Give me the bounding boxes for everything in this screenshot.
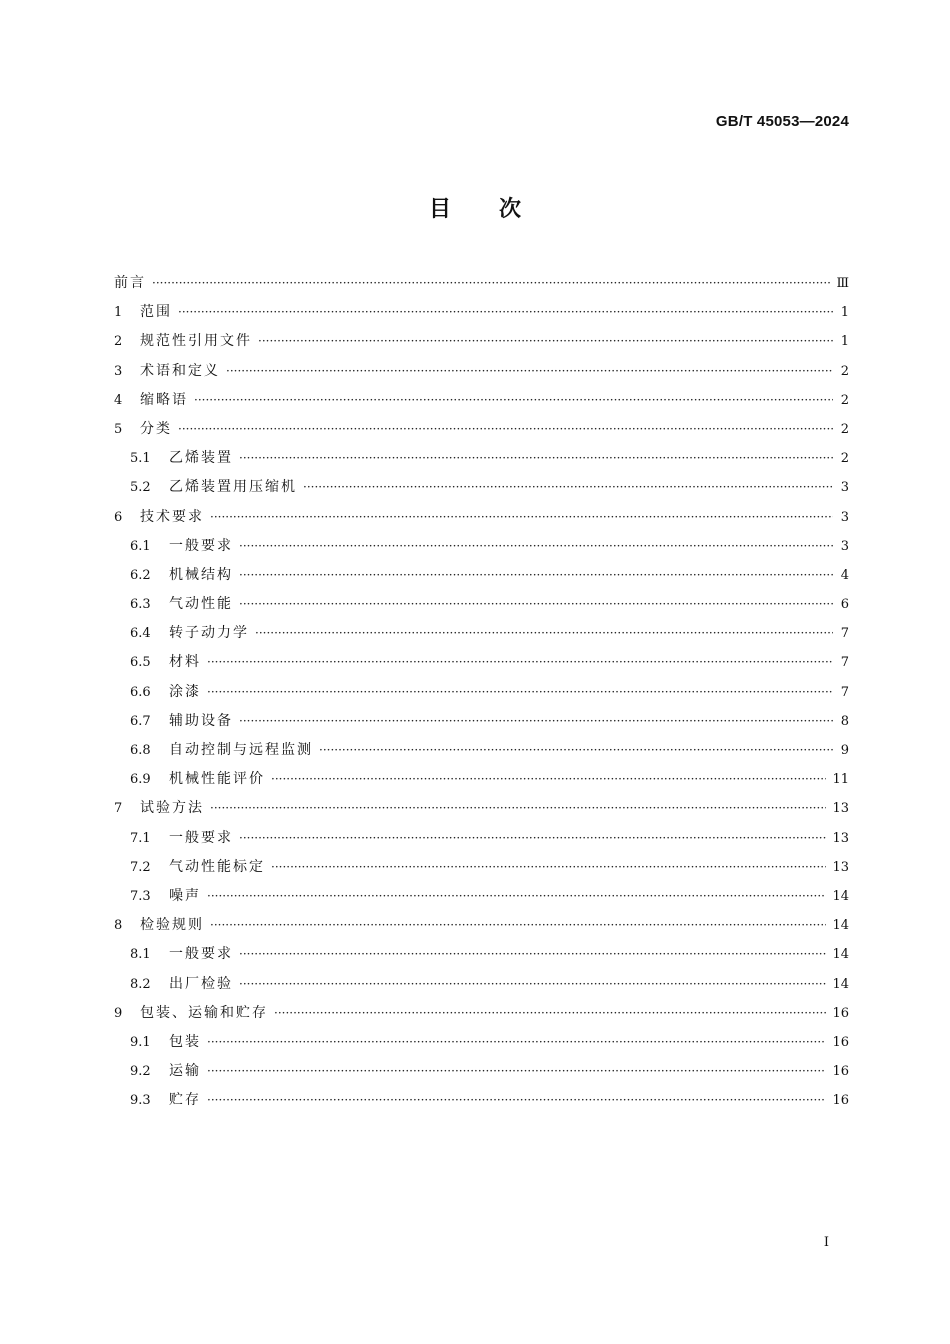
toc-entry-number: 7.3 <box>130 888 151 904</box>
toc-entry-number: 6.8 <box>130 743 151 758</box>
toc-entry-label: 气动性能 <box>169 596 233 613</box>
toc-entry-page: 3 <box>840 509 849 525</box>
toc-entry-page: 1 <box>840 334 849 350</box>
dot-leader <box>207 1057 826 1086</box>
toc-entry-label: 一般要求 <box>169 537 233 554</box>
toc-entry-label: 运输 <box>169 1063 201 1080</box>
toc-entry-label: 机械性能评价 <box>169 771 265 788</box>
toc-entry[interactable] <box>114 357 849 386</box>
dot-leader <box>239 707 833 736</box>
toc-entry-label: 术语和定义 <box>140 362 220 379</box>
toc-entry-page: Ⅲ <box>836 276 849 291</box>
toc-entry-number: 7.2 <box>130 859 151 875</box>
dot-leader <box>207 648 833 677</box>
toc-entry[interactable] <box>114 882 849 911</box>
toc-entry-number: 1 <box>114 305 123 321</box>
toc-entry-page: 4 <box>840 567 849 583</box>
toc-entry-number: 8 <box>114 918 123 934</box>
dot-leader <box>255 619 833 648</box>
toc-entry-page: 16 <box>832 1005 849 1021</box>
toc-entry-number: 9.3 <box>130 1093 151 1109</box>
toc-entry[interactable] <box>114 648 849 677</box>
toc-entry-page: 2 <box>840 392 849 408</box>
toc-entry-number: 2 <box>114 334 123 350</box>
dot-leader <box>239 561 833 590</box>
toc-entry-number: 5.2 <box>130 480 151 496</box>
toc-entry[interactable] <box>114 940 849 969</box>
toc-entry-label: 范围 <box>140 304 172 321</box>
toc-entry-page: 3 <box>840 480 849 496</box>
toc-entry[interactable] <box>114 386 849 415</box>
toc-entry[interactable] <box>114 853 849 882</box>
toc-entry[interactable] <box>114 765 849 794</box>
toc-entry-number: 4 <box>114 392 123 408</box>
toc-entry-number: 6.7 <box>130 713 151 729</box>
dot-leader <box>194 386 833 415</box>
dot-leader <box>271 853 826 882</box>
toc-entry-page: 3 <box>840 538 849 554</box>
dot-leader <box>210 911 826 940</box>
toc-entry-page: 14 <box>832 888 849 904</box>
toc-entry-label: 涂漆 <box>169 683 201 700</box>
toc-entry-label: 包装 <box>169 1033 201 1050</box>
toc-entry-label: 前言 <box>114 275 146 291</box>
toc-entry[interactable] <box>114 1057 849 1086</box>
toc-entry[interactable] <box>114 327 849 356</box>
toc-entry-number: 9 <box>114 1005 123 1021</box>
dot-leader <box>207 1086 826 1115</box>
toc-entry-page: 7 <box>840 684 849 700</box>
toc-entry[interactable] <box>114 1028 849 1057</box>
toc-entry-label: 气动性能标定 <box>169 858 265 875</box>
toc-entry-label: 技术要求 <box>140 508 204 525</box>
dot-leader <box>207 882 826 911</box>
toc-entry-page: 8 <box>840 713 849 729</box>
toc-entry[interactable] <box>114 824 849 853</box>
toc-entry-number: 6 <box>114 509 123 525</box>
toc-entry-number: 8.2 <box>130 976 151 992</box>
dot-leader <box>207 1028 826 1057</box>
toc-entry-number: 9.2 <box>130 1064 151 1080</box>
dot-leader <box>239 970 826 999</box>
toc-entry-page: 13 <box>832 830 849 846</box>
toc-entry-page: 14 <box>832 976 849 992</box>
dot-leader <box>303 473 833 502</box>
toc-entry[interactable] <box>114 503 849 532</box>
toc-entry-label: 一般要求 <box>169 829 233 846</box>
toc-entry-page: 7 <box>840 626 849 642</box>
toc-entry[interactable] <box>114 619 849 648</box>
toc-entry-label: 乙烯装置用压缩机 <box>169 479 297 496</box>
dot-leader <box>258 327 833 356</box>
toc-entry-label: 转子动力学 <box>169 625 249 642</box>
dot-leader <box>239 444 833 473</box>
dot-leader <box>178 415 833 444</box>
dot-leader <box>319 736 833 765</box>
toc-entry-number: 5 <box>114 421 123 437</box>
toc-entry[interactable] <box>114 678 849 707</box>
page-number: I <box>823 1235 829 1250</box>
toc-entry-label: 贮存 <box>169 1092 201 1109</box>
table-of-contents <box>114 269 849 1115</box>
page-title: 目次 <box>428 197 569 222</box>
toc-entry-number: 7.1 <box>130 830 151 846</box>
toc-entry-label: 自动控制与远程监测 <box>169 742 313 758</box>
toc-entry-label: 机械结构 <box>169 566 233 583</box>
toc-entry[interactable] <box>114 561 849 590</box>
toc-entry-number: 6.3 <box>130 597 151 613</box>
toc-entry-number: 6.4 <box>130 626 151 642</box>
toc-entry-number: 9.1 <box>130 1034 151 1050</box>
toc-entry-page: 13 <box>832 801 849 817</box>
toc-entry-page: 16 <box>832 1093 849 1109</box>
toc-entry-page: 14 <box>832 947 849 963</box>
toc-entry-number: 6.6 <box>130 684 151 700</box>
toc-entry-label: 缩略语 <box>140 391 188 408</box>
toc-entry-label: 材料 <box>169 654 201 671</box>
toc-entry-page: 14 <box>832 918 849 934</box>
toc-entry[interactable] <box>114 736 849 765</box>
toc-entry-label: 包装、运输和贮存 <box>140 1004 268 1021</box>
toc-entry[interactable] <box>114 911 849 940</box>
toc-entry-label: 一般要求 <box>169 946 233 963</box>
toc-entry-page: 7 <box>840 655 849 671</box>
toc-entry-label: 出厂检验 <box>169 975 233 992</box>
toc-entry[interactable] <box>114 532 849 561</box>
toc-entry-label: 噪声 <box>169 887 201 904</box>
toc-entry-number: 5.1 <box>130 451 151 467</box>
dot-leader <box>239 824 826 853</box>
toc-entry-label: 试验方法 <box>140 800 204 817</box>
toc-entry-page: 11 <box>832 772 849 788</box>
toc-entry-page: 2 <box>840 451 849 467</box>
toc-entry-page: 16 <box>832 1034 849 1050</box>
toc-entry-number: 6.1 <box>130 538 151 554</box>
toc-entry-page: 2 <box>840 421 849 437</box>
toc-entry-label: 分类 <box>140 420 172 437</box>
toc-entry[interactable] <box>114 298 849 327</box>
toc-entry-number: 6.9 <box>130 772 151 788</box>
toc-entry[interactable] <box>114 269 849 298</box>
dot-leader <box>271 765 826 794</box>
toc-entry-number: 3 <box>114 363 123 379</box>
dot-leader <box>152 269 830 298</box>
toc-entry[interactable] <box>114 970 849 999</box>
dot-leader <box>210 794 826 823</box>
toc-entry-page: 13 <box>832 859 849 875</box>
standard-code: GB/T 45053—2024 <box>715 113 849 130</box>
toc-entry[interactable] <box>114 444 849 473</box>
toc-entry[interactable] <box>114 473 849 502</box>
toc-entry[interactable] <box>114 707 849 736</box>
dot-leader <box>210 503 833 532</box>
toc-entry-number: 8.1 <box>130 947 151 963</box>
dot-leader <box>239 532 833 561</box>
dot-leader <box>239 940 826 969</box>
toc-entry-label: 规范性引用文件 <box>140 333 252 350</box>
toc-entry-page: 9 <box>840 743 849 758</box>
toc-entry[interactable] <box>114 415 849 444</box>
toc-entry[interactable] <box>114 794 849 823</box>
dot-leader <box>207 678 833 707</box>
dot-leader <box>239 590 833 619</box>
toc-entry-number: 6.5 <box>130 655 151 671</box>
toc-entry-page: 2 <box>840 363 849 379</box>
toc-entry-label: 辅助设备 <box>169 712 233 729</box>
toc-entry[interactable] <box>114 999 849 1028</box>
toc-entry-label: 检验规则 <box>140 917 204 934</box>
toc-entry-label: 乙烯装置 <box>169 450 233 467</box>
toc-entry-number: 6.2 <box>130 567 151 583</box>
toc-entry[interactable] <box>114 1086 849 1115</box>
dot-leader <box>274 999 826 1028</box>
toc-entry-page: 16 <box>832 1064 849 1080</box>
toc-entry-page: 6 <box>840 597 849 613</box>
toc-entry-page: 1 <box>840 305 849 321</box>
toc-entry-number: 7 <box>114 801 123 817</box>
toc-entry[interactable] <box>114 590 849 619</box>
dot-leader <box>226 357 833 386</box>
dot-leader <box>178 298 833 327</box>
